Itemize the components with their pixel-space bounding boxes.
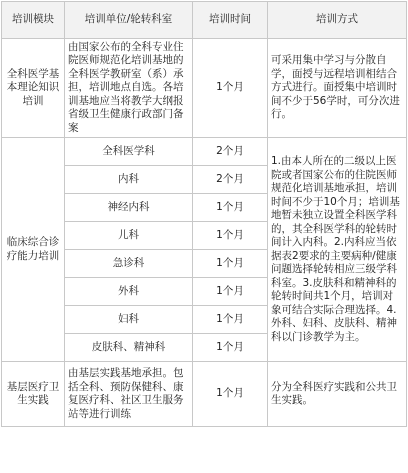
rotation-time: 1个月 xyxy=(193,306,268,334)
rotation-time: 1个月 xyxy=(193,250,268,278)
rotation-time: 1个月 xyxy=(193,222,268,250)
rotation-row xyxy=(2,138,407,166)
rotation-dept: 妇科 xyxy=(65,306,193,334)
rotation-dept: 急诊科 xyxy=(65,250,193,278)
clinical-method: 1.由本人所在的二级以上医院或者国家公布的住院医师规范化培训基地承担，培训时间不少于10个月；培训基地暂未独立设置全科医学科的，其全科医学科的轮转时间计入内科。2.内科应当依据表2要求的主要病种/健康问题选择轮转相应三级学科科室。3.皮肤科和精神科的轮转时间共1个月，培训对象可结合实际合理选择。4.外科、妇科、皮肤科、精神科以门诊教学为主。 xyxy=(268,138,407,362)
theory-time: 1个月 xyxy=(193,39,268,138)
clinical-module: 临床综合诊疗能力培训 xyxy=(2,138,65,362)
theory-method: 可采用集中学习与分散自学，面授与远程培训相结合方式进行。面授集中培训时间不少于56学时，可分次进行。 xyxy=(268,39,407,138)
theory-row xyxy=(2,39,407,138)
rotation-dept: 儿科 xyxy=(65,222,193,250)
header-row xyxy=(2,2,407,39)
rotation-dept: 全科医学科 xyxy=(65,138,193,166)
rotation-time: 2个月 xyxy=(193,138,268,166)
primary-module: 基层医疗卫生实践 xyxy=(2,362,65,427)
header-module: 培训模块 xyxy=(2,2,65,39)
primary-time: 1个月 xyxy=(193,362,268,427)
header-unit: 培训单位/轮转科室 xyxy=(65,2,193,39)
rotation-time: 1个月 xyxy=(193,334,268,362)
rotation-dept: 内科 xyxy=(65,166,193,194)
rotation-dept: 皮肤科、精神科 xyxy=(65,334,193,362)
rotation-time: 1个月 xyxy=(193,194,268,222)
header-time: 培训时间 xyxy=(193,2,268,39)
rotation-dept: 神经内科 xyxy=(65,194,193,222)
rotation-time: 1个月 xyxy=(193,278,268,306)
primary-unit: 由基层实践基地承担。包括全科、预防保健科、康复医疗科、社区卫生服务站等进行训练 xyxy=(65,362,193,427)
training-table xyxy=(1,1,407,427)
theory-module: 全科医学基本理论知识培训 xyxy=(2,39,65,138)
header-method: 培训方式 xyxy=(268,2,407,39)
theory-unit: 由国家公布的全科专业住院医师规范化培训基地的全科医学教研室（系）承担，培训地点自选。各培训基地应当将教学大纲报省级卫生健康行政部门备案 xyxy=(65,39,193,138)
primary-method: 分为全科医疗实践和公共卫生实践。 xyxy=(268,362,407,427)
primary-row xyxy=(2,362,407,427)
rotation-time: 2个月 xyxy=(193,166,268,194)
rotation-dept: 外科 xyxy=(65,278,193,306)
